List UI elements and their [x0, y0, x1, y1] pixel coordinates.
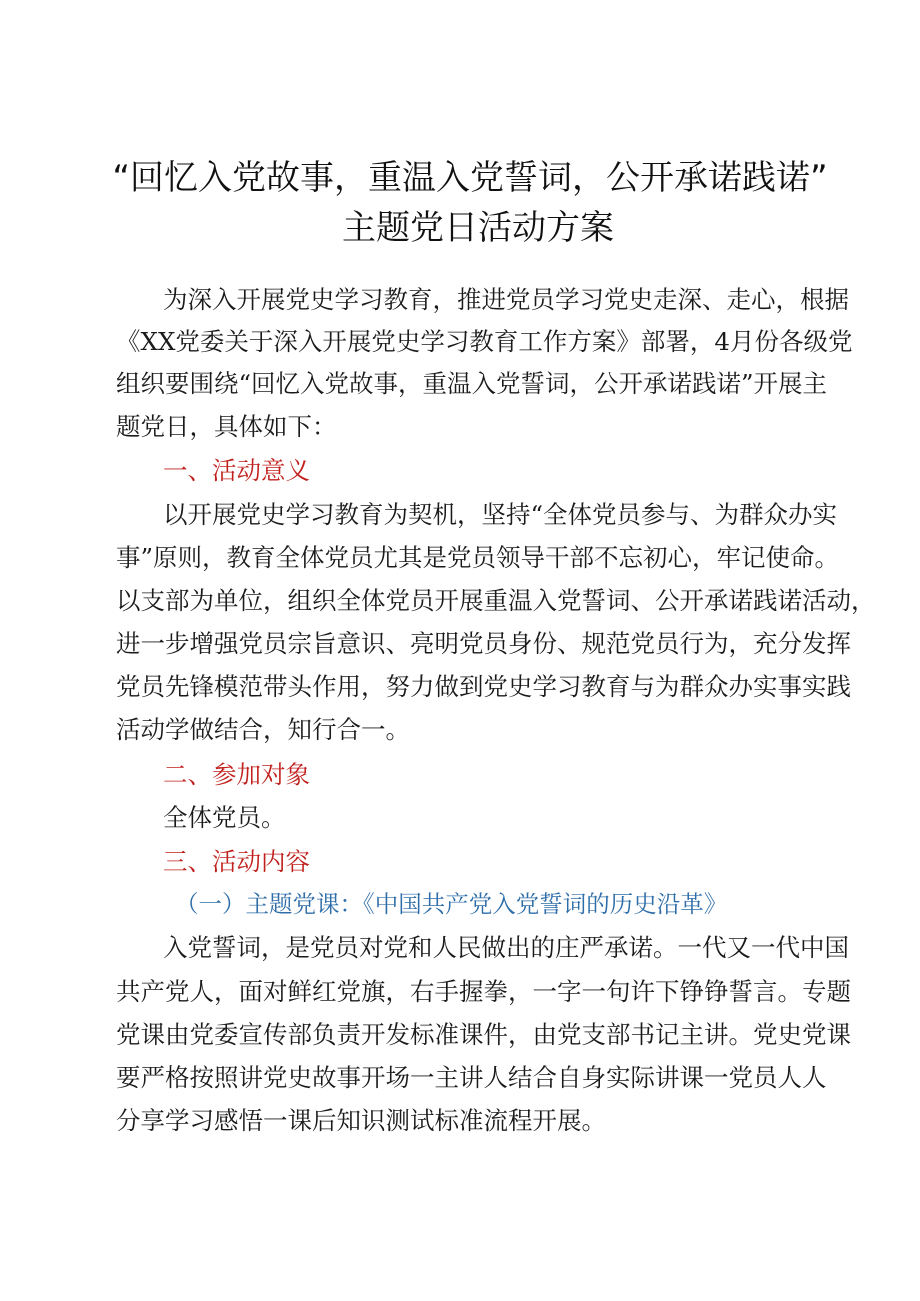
section2-heading: 二、参加对象: [163, 760, 310, 789]
section1-line-3: 以支部为单位，组织全体党员开展重温入党誓词、公开承诺践诺活动，: [116, 586, 876, 615]
document-title-line1: “回忆入党故事，重温入党誓词，公开承诺践诺”: [112, 158, 828, 198]
intro-line-2: 《XX党委关于深入开展党史学习教育工作方案》部署，4月份各级党: [116, 327, 853, 356]
section3-line-4: 要严格按照讲党史故事开场一主讲人结合自身实际讲课一党员人人: [116, 1063, 827, 1092]
section1-line-2: 事”原则，教育全体党员尤其是党员领导干部不忘初心，牢记使命。: [116, 543, 840, 572]
section3-line-3: 党课由党委宣传部负责开发标准课件，由党支部书记主讲。党史党课: [116, 1020, 851, 1049]
section1-heading: 一、活动意义: [163, 456, 310, 485]
section2-body: 全体党员。: [163, 803, 286, 832]
section1-line-5: 党员先锋模范带头作用，努力做到党史学习教育与为群众办实事实践: [116, 672, 851, 701]
section3-line-1: 入党誓词，是党员对党和人民做出的庄严承诺。一代又一代中国: [163, 933, 849, 962]
section1-line-4: 进一步增强党员宗旨意识、亮明党员身份、规范党员行为，充分发挥: [116, 629, 851, 658]
intro-line-1: 为深入开展党史学习教育，推进党员学习党史走深、走心，根据: [163, 285, 849, 314]
document-title-line2: 主题党日活动方案: [342, 208, 614, 248]
section3-line-5: 分享学习感悟一课后知识测试标准流程开展。: [116, 1106, 606, 1135]
intro-line-3: 组织要围绕“回忆入党故事，重温入党誓词，公开承诺践诺”开展主: [116, 369, 828, 398]
section3-subheading-1: （一）主题党课：《中国共产党入党誓词的历史沿革》: [175, 890, 728, 918]
section3-heading: 三、活动内容: [163, 847, 310, 876]
section1-line-1: 以开展党史学习教育为契机，坚持“全体党员参与、为群众办实: [163, 500, 838, 529]
section1-line-6: 活动学做结合，知行合一。: [116, 715, 410, 744]
section3-line-2: 共产党人，面对鲜红党旗，右手握拳，一字一句许下铮铮誓言。专题: [116, 977, 851, 1006]
intro-line-4: 题党日，具体如下：: [116, 412, 337, 441]
